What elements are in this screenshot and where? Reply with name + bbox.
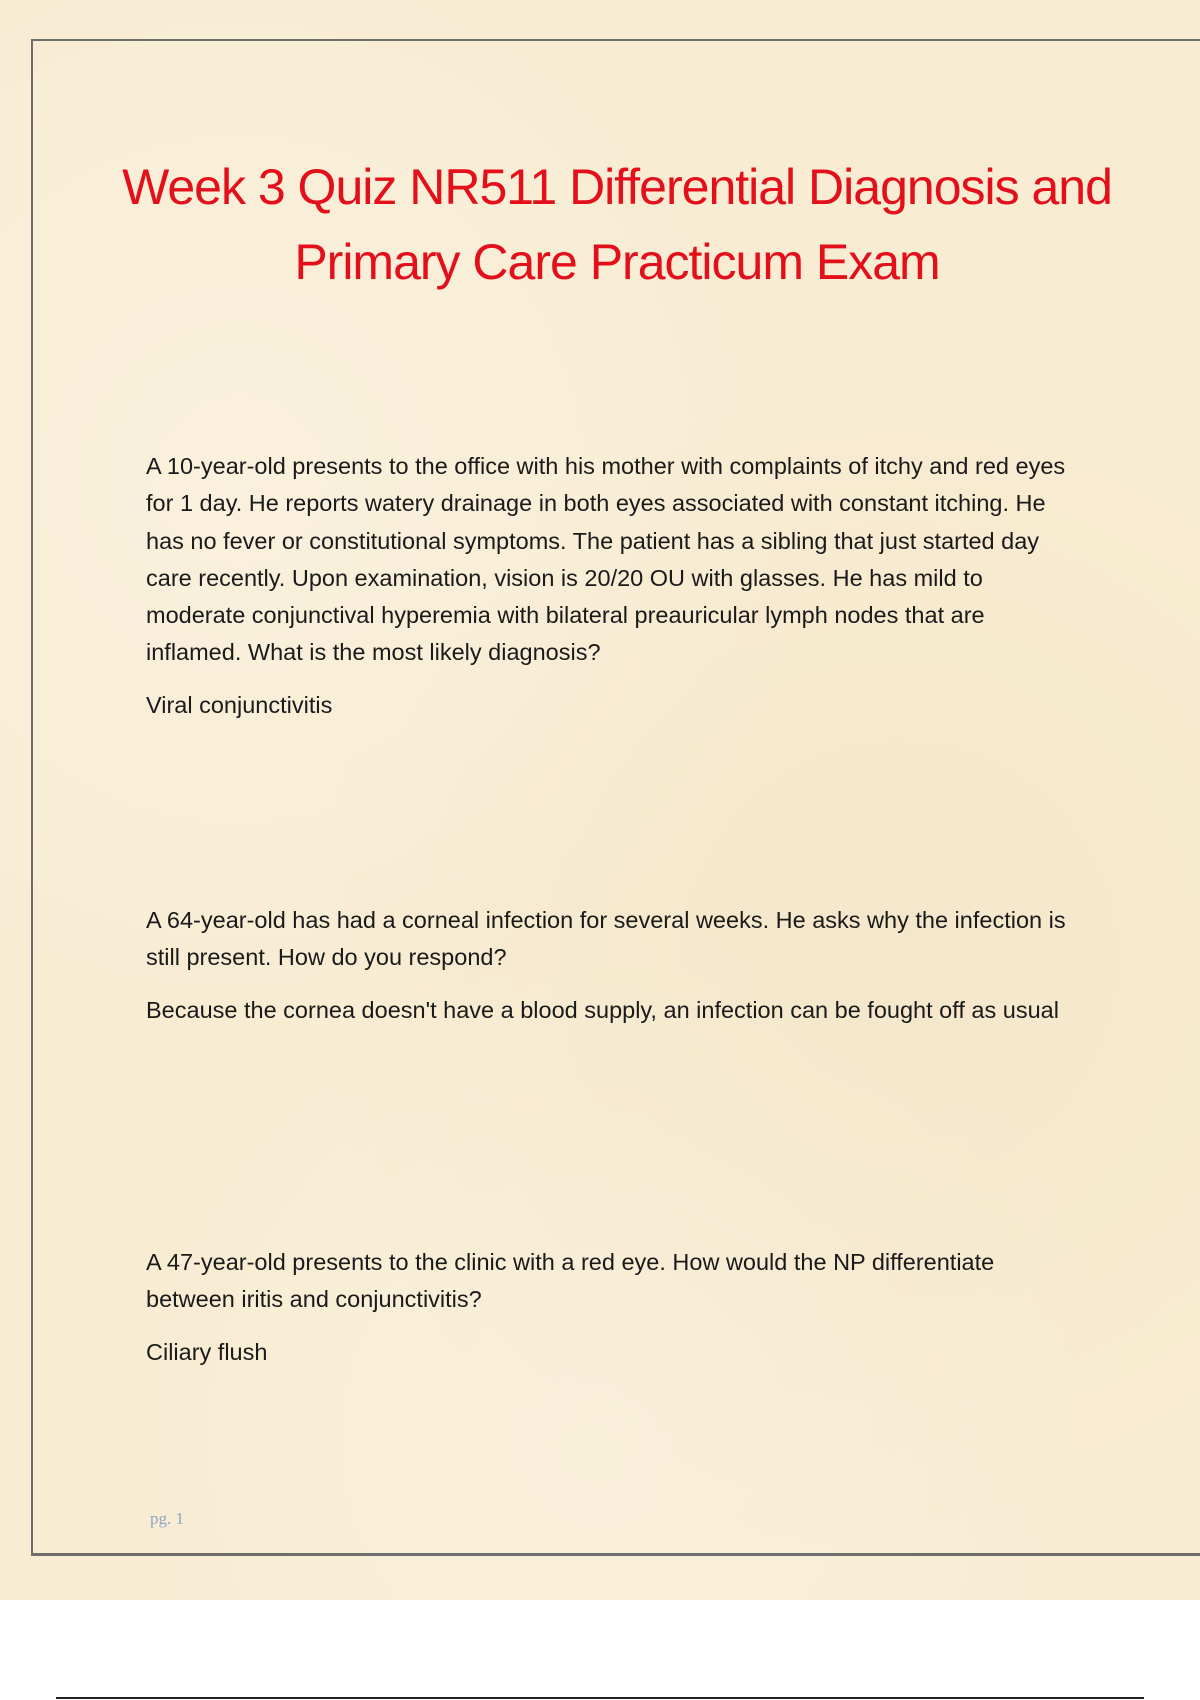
answer-text: Because the cornea doesn't have a blood supply, an infection can be fought off as usual — [146, 996, 1059, 1023]
answer-text: Ciliary flush — [146, 1338, 268, 1365]
question-text: A 47-year-old presents to the clinic with a red eye. How would the NP differentiate between iritis and conjunctivitis? — [146, 1249, 995, 1313]
answer-text: Viral conjunctivitis — [146, 691, 333, 718]
question-block-2 — [146, 902, 1086, 1029]
question-text: A 64-year-old has had a corneal infection for several weeks. He asks why the infection is still present. How do you respond? — [146, 907, 1066, 971]
question-text: A 10-year-old presents to the office with his mother with complaints of itchy and red eyes for 1 day. He reports watery drainage in both eyes associated with constant itching. He has no fever or constitutional symptoms. The patient has a sibling that just started day care recently. Upon examination, vision is 20/20 OU with glasses. He has mild to moderate conjunctival hyperemia with bilateral preauricular lymph nodes that are inflamed. What is the most likely diagnosis? — [146, 453, 1066, 666]
document-title: Week 3 Quiz NR511 Differential Diagnosis and Primary Care Practicum Exam — [122, 159, 1112, 290]
bottom-divider — [56, 1697, 1144, 1699]
question-block-3 — [146, 1244, 1086, 1371]
page-number: pg. 1 — [150, 1509, 184, 1528]
question-block-1 — [146, 448, 1086, 724]
